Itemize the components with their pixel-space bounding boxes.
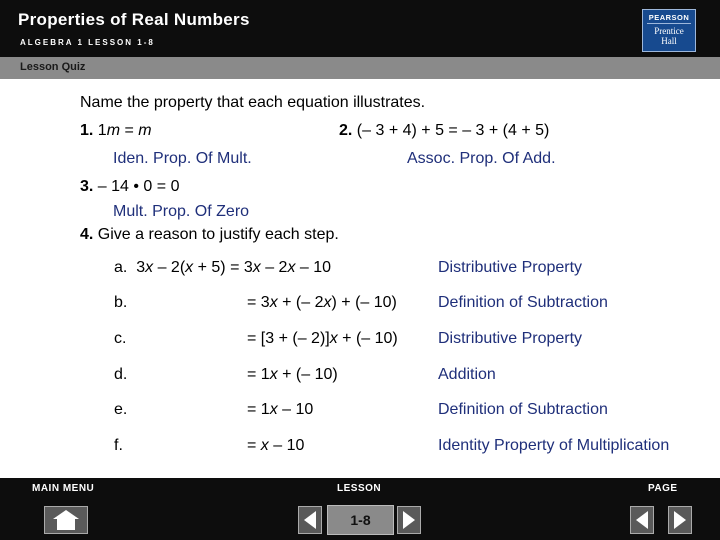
step-label: a. bbox=[114, 259, 128, 276]
step-reason: Distributive Property bbox=[438, 259, 583, 276]
instruction: Name the property that each equation illustrates. bbox=[80, 94, 426, 111]
section-label: Lesson Quiz bbox=[20, 61, 86, 73]
question-number: 4. bbox=[80, 226, 94, 243]
page-title: Properties of Real Numbers bbox=[18, 10, 250, 29]
step-label: c. bbox=[114, 330, 127, 347]
home-icon bbox=[45, 507, 87, 533]
step-label: b. bbox=[114, 294, 128, 311]
step-label: f. bbox=[114, 437, 123, 454]
step-expression: = 3x + (– 2x) + (– 10) bbox=[247, 294, 397, 311]
lesson-next-button[interactable] bbox=[397, 506, 421, 534]
question-number: 1. bbox=[80, 122, 94, 139]
page-label: PAGE bbox=[648, 483, 678, 494]
question-4: 4. Give a reason to justify each step. bbox=[80, 226, 339, 243]
header-bar bbox=[0, 0, 720, 57]
question-2: 2. (– 3 + 4) + 5 = – 3 + (4 + 5) bbox=[339, 122, 550, 139]
main-menu-button[interactable] bbox=[44, 506, 88, 534]
step-label: d. bbox=[114, 366, 128, 383]
logo-line1: Prentice bbox=[654, 26, 684, 36]
logo-line2: Hall bbox=[661, 36, 677, 46]
lesson-subtitle: ALGEBRA 1 LESSON 1-8 bbox=[20, 38, 155, 47]
question-number: 3. bbox=[80, 178, 94, 195]
step-expression: = 1x – 10 bbox=[247, 401, 314, 418]
question-3: 3. – 14 • 0 = 0 bbox=[80, 178, 180, 195]
answer-2: Assoc. Prop. Of Add. bbox=[407, 150, 556, 167]
lesson-label: LESSON bbox=[337, 483, 382, 494]
lesson-number: 1-8 bbox=[327, 505, 394, 535]
step-reason: Distributive Property bbox=[438, 330, 583, 347]
step-row: a. 3x – 2(x + 5) = 3x – 2x – 10 bbox=[114, 259, 332, 276]
step-reason: Addition bbox=[438, 366, 496, 383]
step-reason: Definition of Subtraction bbox=[438, 401, 608, 418]
footer-bar bbox=[0, 478, 720, 540]
lesson-prev-button[interactable] bbox=[298, 506, 322, 534]
logo-top-text: PEARSON bbox=[648, 13, 690, 22]
step-expression: = x – 10 bbox=[247, 437, 305, 454]
question-1: 1. 1m = m bbox=[80, 122, 152, 139]
section-band bbox=[0, 57, 720, 79]
step-expression: = [3 + (– 2)]x + (– 10) bbox=[247, 330, 398, 347]
answer-3: Mult. Prop. Of Zero bbox=[113, 203, 250, 220]
triangle-right-icon bbox=[669, 507, 691, 533]
triangle-right-icon bbox=[398, 507, 420, 533]
step-reason: Identity Property of Multiplication bbox=[438, 437, 670, 454]
answer-1: Iden. Prop. Of Mult. bbox=[113, 150, 252, 167]
triangle-left-icon bbox=[631, 507, 653, 533]
page-next-button[interactable] bbox=[668, 506, 692, 534]
logo-divider bbox=[647, 23, 691, 24]
page-prev-button[interactable] bbox=[630, 506, 654, 534]
publisher-logo bbox=[642, 9, 696, 52]
question-number: 2. bbox=[339, 122, 353, 139]
step-expression: = 1x + (– 10) bbox=[247, 366, 338, 383]
step-reason: Definition of Subtraction bbox=[438, 294, 608, 311]
main-menu-label: MAIN MENU bbox=[32, 483, 95, 494]
triangle-left-icon bbox=[299, 507, 321, 533]
step-label: e. bbox=[114, 401, 128, 418]
